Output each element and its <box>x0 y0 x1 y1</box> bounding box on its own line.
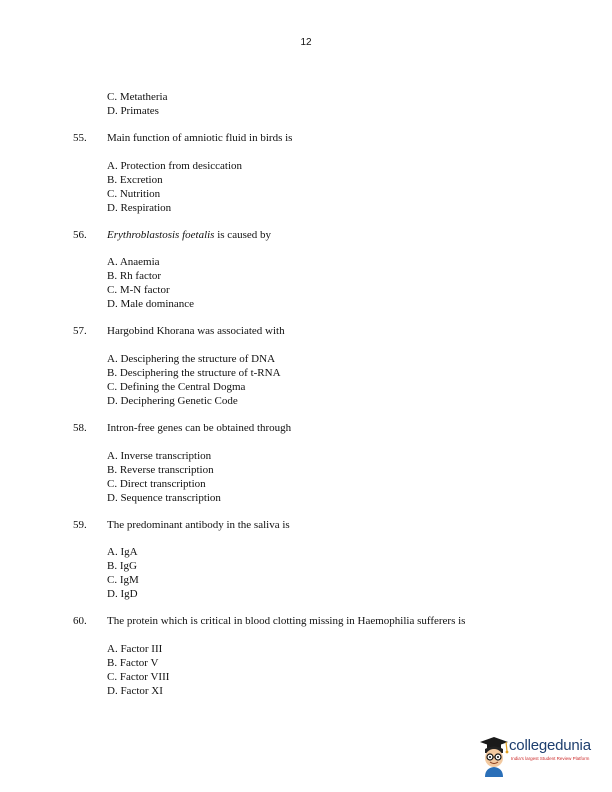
student-mascot-icon <box>478 735 510 777</box>
option: A. Protection from desiccation <box>107 160 243 172</box>
question-text-rest: is caused by <box>214 229 271 241</box>
logo-tagline: India's largest Student Review Platform <box>511 756 590 761</box>
option: B. Rh factor <box>107 270 162 282</box>
option: C. Factor VIII <box>107 671 170 683</box>
option: C. Nutrition <box>107 188 161 200</box>
collegedunia-logo <box>478 735 604 779</box>
question-text: Intron-free genes can be obtained through <box>107 422 292 434</box>
question-text-italic: Erythroblastosis foetalis <box>107 229 215 241</box>
question-text <box>107 229 271 242</box>
question-text: The protein which is critical in blood clotting missing in Haemophilia sufferers is <box>107 615 466 627</box>
option: A. IgA <box>107 546 138 558</box>
option: B. Factor V <box>107 657 159 669</box>
option: A. Inverse transcription <box>107 450 212 462</box>
question-number: 58. <box>73 422 87 434</box>
carry-over-option: C. Metatheria <box>107 91 168 103</box>
option: B. IgG <box>107 560 137 572</box>
option: D. Respiration <box>107 202 172 214</box>
option: C. Defining the Central Dogma <box>107 381 246 393</box>
question-text: Main function of amniotic fluid in birds is <box>107 132 293 144</box>
question-text: Hargobind Khorana was associated with <box>107 325 285 337</box>
option: C. IgM <box>107 574 139 586</box>
question-number: 56. <box>73 229 87 241</box>
option: A. Desciphering the structure of DNA <box>107 353 276 365</box>
page-number: 12 <box>300 37 312 48</box>
option: B. Reverse transcription <box>107 464 214 476</box>
question-number: 59. <box>73 519 87 531</box>
option: A. Anaemia <box>107 256 160 268</box>
question-number: 55. <box>73 132 87 144</box>
logo-brand: collegedunia <box>509 737 591 754</box>
option: D. Male dominance <box>107 298 195 310</box>
option: A. Factor III <box>107 643 163 655</box>
option: B. Excretion <box>107 174 163 186</box>
option: D. Deciphering Genetic Code <box>107 395 238 407</box>
option: C. Direct transcription <box>107 478 206 490</box>
question-number: 60. <box>73 615 87 627</box>
carry-over-option: D. Primates <box>107 105 159 117</box>
option: C. M-N factor <box>107 284 170 296</box>
option: D. IgD <box>107 588 138 600</box>
option: B. Desciphering the structure of t-RNA <box>107 367 281 379</box>
option: D. Factor XI <box>107 685 163 697</box>
question-number: 57. <box>73 325 87 337</box>
option: D. Sequence transcription <box>107 492 221 504</box>
question-text: The predominant antibody in the saliva is <box>107 519 290 531</box>
